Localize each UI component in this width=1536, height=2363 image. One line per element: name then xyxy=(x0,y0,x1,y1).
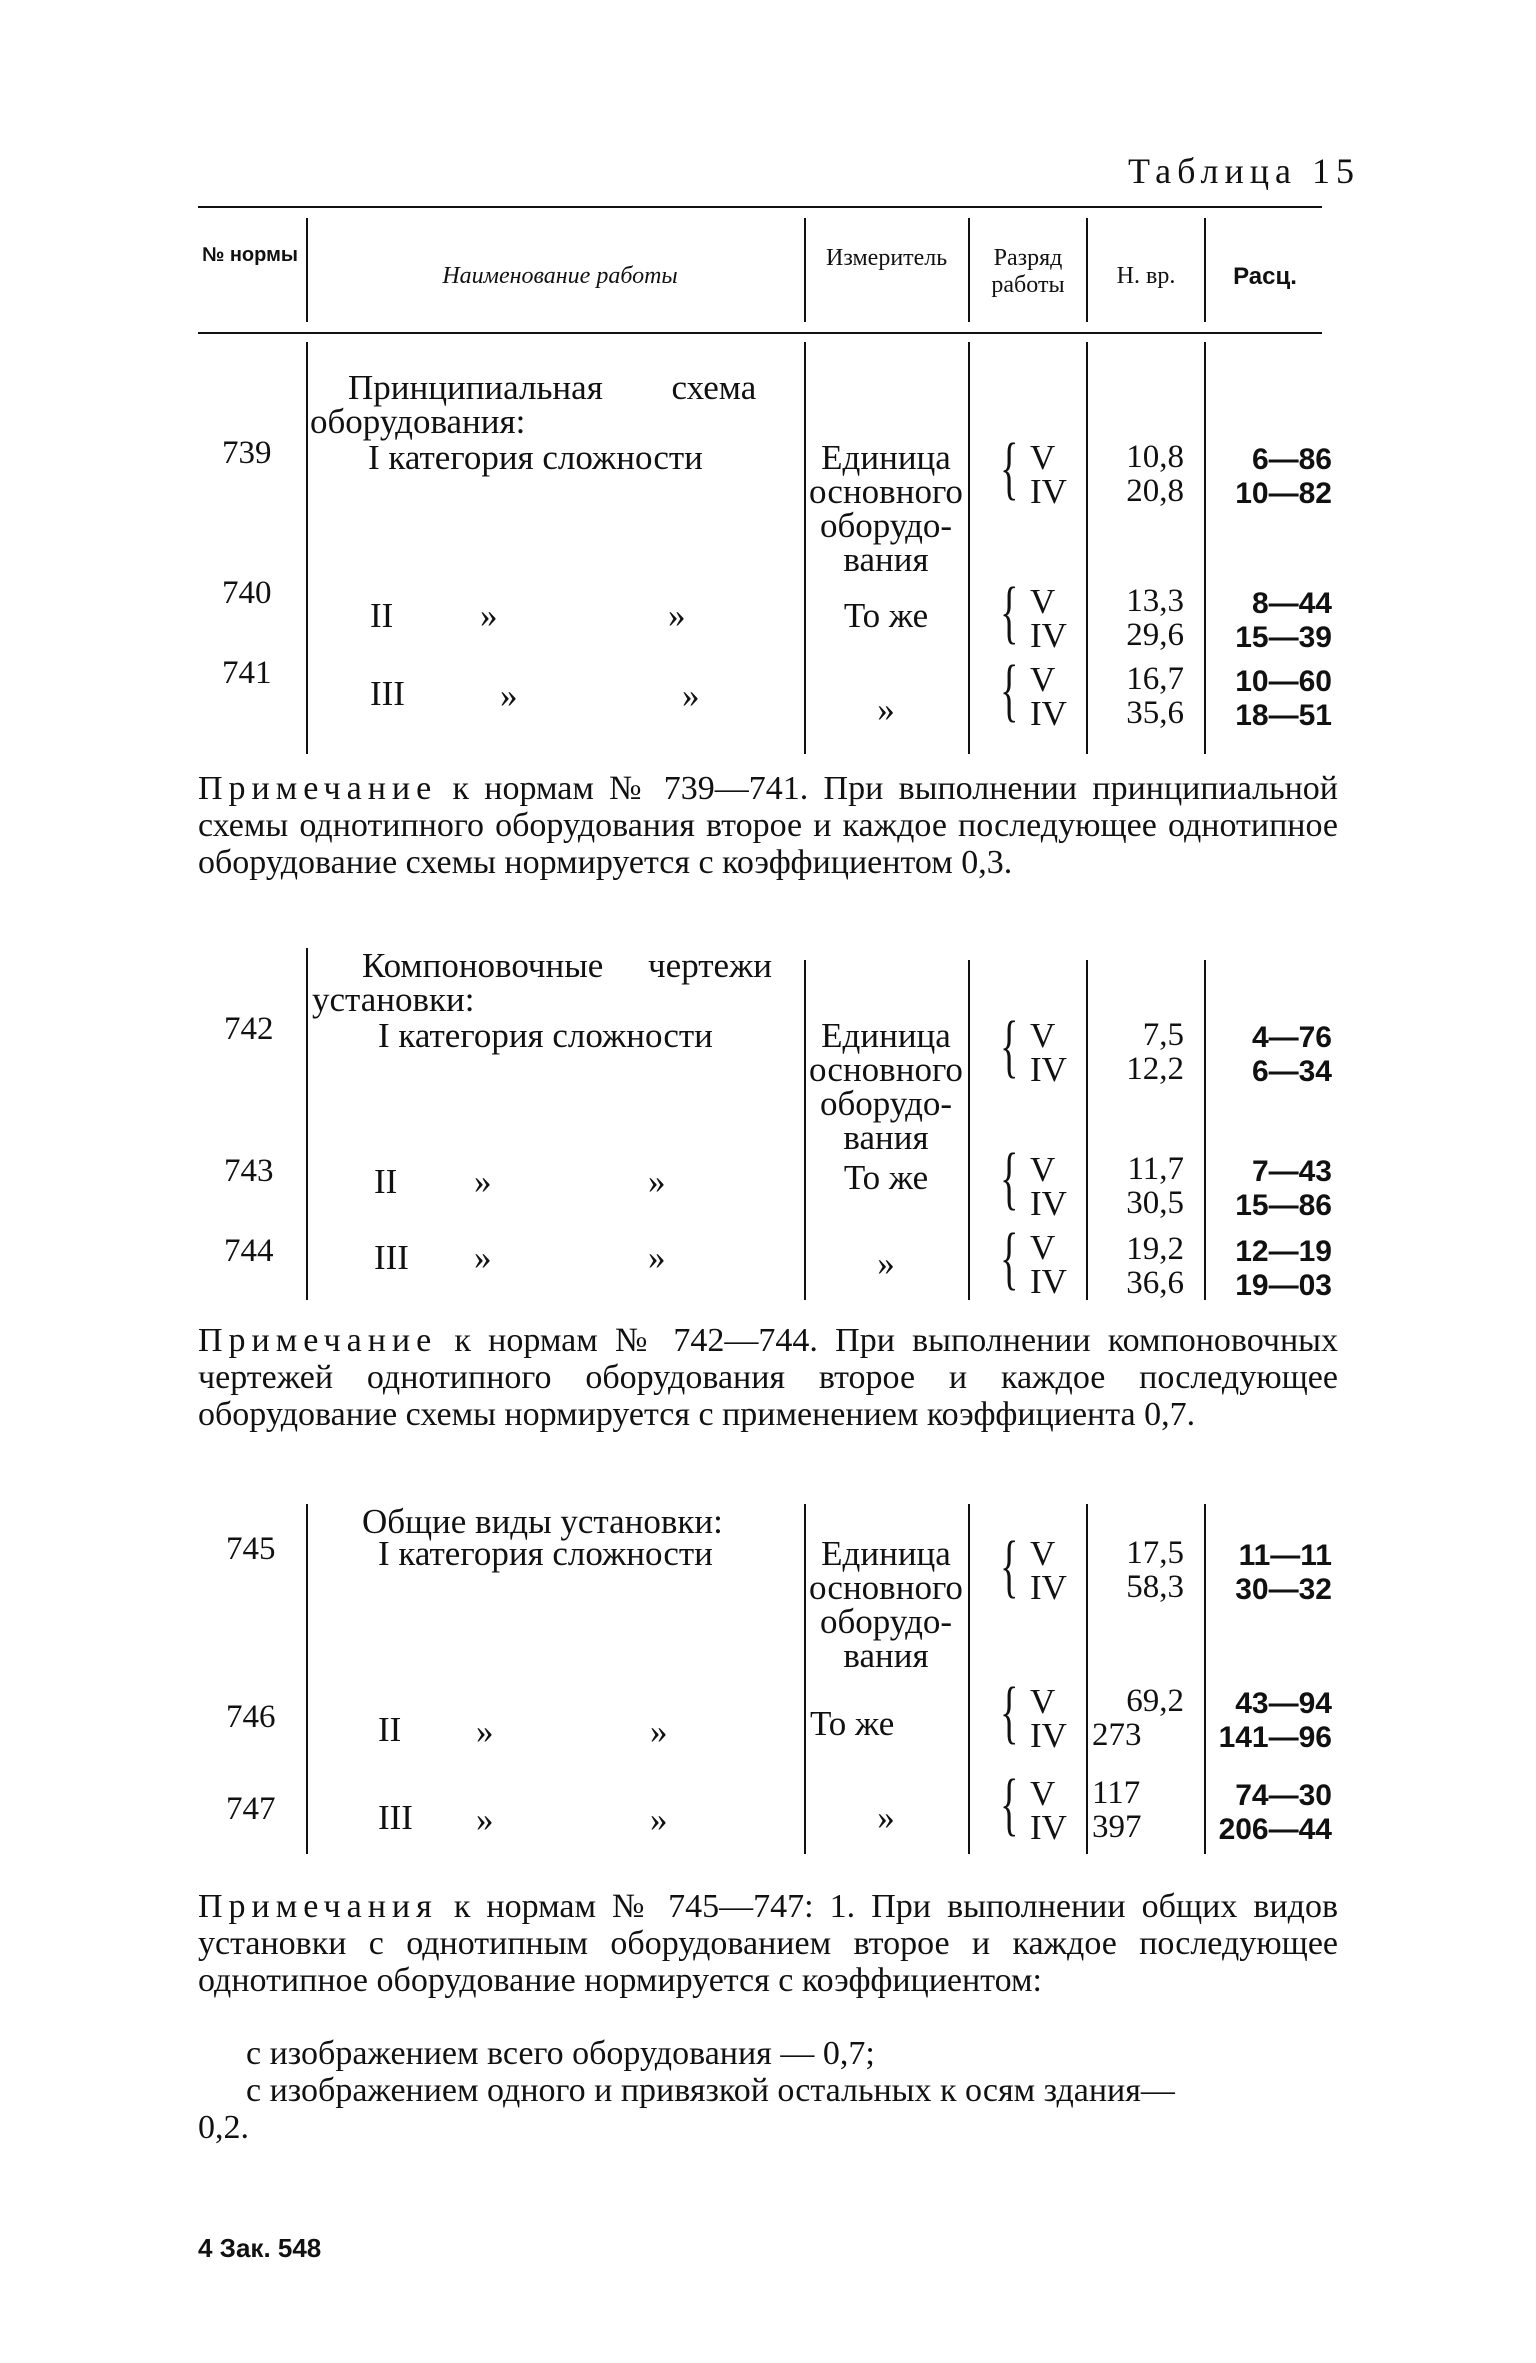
unit-line: То же xyxy=(843,1158,929,1197)
grade: V xyxy=(1030,438,1056,477)
norm-time: 13,3 xyxy=(1126,583,1184,619)
note-paragraph xyxy=(198,1322,1338,1433)
unit-line: » xyxy=(877,1798,895,1837)
norm-time: 397 xyxy=(1092,1809,1142,1845)
norm-number: 739 xyxy=(222,435,272,471)
rate: 7—43 xyxy=(1251,1155,1332,1188)
grade: IV xyxy=(1030,694,1067,733)
ditto-mark: » xyxy=(474,1238,492,1277)
section-heading: Компоновочные чертежи xyxy=(362,946,772,985)
ditto-mark: » xyxy=(500,676,518,715)
rate: 19—03 xyxy=(1235,1269,1332,1302)
norm-number: 746 xyxy=(226,1699,276,1735)
note-text: к нормам № 742—744. При выполнении компоновочных чертежей однотипного оборудования второе и каждое последующее оборудование схемы нормируется с применением коэффициента 0,7. xyxy=(198,1322,1338,1433)
work-name: III xyxy=(370,674,405,713)
brace-icon: { xyxy=(1000,430,1019,507)
norm-time: 117 xyxy=(1092,1775,1141,1811)
unit-line: » xyxy=(877,1244,895,1283)
ditto-mark: » xyxy=(476,1800,494,1839)
work-name: I категория сложности xyxy=(378,1016,713,1055)
table-divider xyxy=(306,342,308,754)
table-divider xyxy=(968,960,970,1300)
note-paragraph xyxy=(198,770,1338,881)
header-divider xyxy=(306,218,308,322)
grade: IV xyxy=(1030,1184,1067,1223)
ditto-mark: » xyxy=(648,1162,666,1201)
norm-time: 19,2 xyxy=(1126,1231,1184,1267)
header-norm-number: № нормы xyxy=(202,244,298,266)
rate: 15—39 xyxy=(1235,621,1332,654)
norm-number: 747 xyxy=(226,1791,276,1827)
unit-line: вания xyxy=(843,1636,929,1675)
norm-time: 29,6 xyxy=(1126,617,1184,653)
unit-line: То же xyxy=(810,1704,895,1743)
grade: V xyxy=(1030,660,1056,699)
brace-icon: { xyxy=(1000,574,1019,651)
unit-line: То же xyxy=(843,596,929,635)
norm-number: 740 xyxy=(222,575,272,611)
norm-time: 16,7 xyxy=(1126,661,1184,697)
rate: 30—32 xyxy=(1235,1573,1332,1606)
brace-icon: { xyxy=(1000,652,1019,729)
note-text: к нормам № 745—747: 1. При выполнении общих видов установки с однотипным оборудованием второе и каждое последующее однотипное оборудование нормируется с коэффициентом: xyxy=(198,1888,1338,1999)
norm-number: 742 xyxy=(224,1011,274,1047)
ditto-mark: » xyxy=(650,1712,668,1751)
rate: 8—44 xyxy=(1251,587,1332,620)
note-title: Примечание xyxy=(198,1322,438,1359)
ditto-mark: » xyxy=(476,1712,494,1751)
note-line: с изображением всего оборудования — 0,7; xyxy=(246,2035,875,2072)
rate: 15—86 xyxy=(1235,1189,1332,1222)
work-name: II xyxy=(370,596,394,635)
brace-icon: { xyxy=(1000,1528,1019,1605)
norm-time: 12,2 xyxy=(1126,1051,1184,1087)
unit-line: вания xyxy=(843,1118,929,1157)
header-rate: Расц. xyxy=(1233,263,1297,290)
note-title: Примечание xyxy=(198,770,438,807)
norm-time: 69,2 xyxy=(1126,1683,1184,1719)
unit-line: оборудо- xyxy=(819,506,953,545)
table-title: Таблица 15 xyxy=(1128,151,1360,191)
work-name: III xyxy=(374,1238,409,1277)
brace-icon: { xyxy=(1000,1220,1019,1297)
grade: IV xyxy=(1030,616,1067,655)
section-heading: установки: xyxy=(312,980,475,1019)
table-divider xyxy=(306,948,308,1300)
rate: 74—30 xyxy=(1235,1779,1332,1812)
norm-time: 273 xyxy=(1092,1717,1142,1753)
unit-line: Единица xyxy=(821,1016,951,1055)
page-footer: 4 Зак. 548 xyxy=(198,2233,322,2263)
rate: 141—96 xyxy=(1218,1721,1332,1754)
note-line: с изображением одного и привязкой остальных к осям здания— xyxy=(246,2072,1175,2109)
ditto-mark: » xyxy=(474,1162,492,1201)
unit-line: Единица xyxy=(821,438,951,477)
norm-time: 7,5 xyxy=(1142,1017,1184,1053)
ditto-mark: » xyxy=(480,596,498,635)
grade: IV xyxy=(1030,1050,1067,1089)
norm-time: 17,5 xyxy=(1126,1535,1184,1571)
ditto-mark: » xyxy=(668,596,686,635)
work-name: I категория сложности xyxy=(378,1534,713,1573)
norm-time: 11,7 xyxy=(1127,1151,1184,1187)
grade: IV xyxy=(1030,1716,1067,1755)
grade: V xyxy=(1030,1150,1056,1189)
norm-time: 35,6 xyxy=(1126,695,1184,731)
unit-line: вания xyxy=(843,540,929,579)
brace-icon: { xyxy=(1000,1008,1019,1085)
grade: IV xyxy=(1030,1262,1067,1301)
work-name: I категория сложности xyxy=(368,438,703,477)
table-divider xyxy=(1086,1504,1088,1854)
rate: 6—34 xyxy=(1251,1055,1332,1088)
work-name: II xyxy=(374,1162,398,1201)
brace-icon: { xyxy=(1000,1674,1019,1751)
header-top-rule xyxy=(198,206,1322,208)
grade: V xyxy=(1030,1682,1056,1721)
rate: 10—60 xyxy=(1235,665,1332,698)
norm-number: 741 xyxy=(222,655,272,691)
header-unit: Измеритель xyxy=(826,245,948,271)
header-divider xyxy=(1086,218,1088,322)
norm-time: 36,6 xyxy=(1126,1265,1184,1301)
table-divider xyxy=(1086,960,1088,1300)
rate: 12—19 xyxy=(1235,1235,1332,1268)
grade: V xyxy=(1030,582,1056,621)
rate: 10—82 xyxy=(1235,477,1332,510)
table-divider xyxy=(968,342,970,754)
norm-number: 745 xyxy=(226,1531,276,1567)
grade: IV xyxy=(1030,472,1067,511)
rate: 18—51 xyxy=(1235,699,1332,732)
unit-line: Единица xyxy=(821,1534,951,1573)
header-norm-time: Н. вр. xyxy=(1116,263,1176,289)
table-divider xyxy=(968,1504,970,1854)
work-name: II xyxy=(378,1710,402,1749)
norm-time: 10,8 xyxy=(1126,439,1184,475)
note-line: 0,2. xyxy=(198,2109,249,2146)
note-text: к нормам № 739—741. При выполнении принципиальной схемы однотипного оборудования второе и каждое последующее однотипное оборудование схемы нормируется с коэффициентом 0,3. xyxy=(198,770,1338,881)
norm-time: 20,8 xyxy=(1126,473,1184,509)
header-divider xyxy=(968,218,970,322)
note-title: Примечания xyxy=(198,1888,438,1925)
norm-time: 30,5 xyxy=(1126,1185,1184,1221)
header-divider xyxy=(804,218,806,322)
section-heading: оборудования: xyxy=(310,402,526,441)
unit-line: » xyxy=(877,690,895,729)
table-divider xyxy=(306,1504,308,1854)
brace-icon: { xyxy=(1000,1766,1019,1843)
grade: V xyxy=(1030,1016,1056,1055)
ditto-mark: » xyxy=(648,1238,666,1277)
norm-number: 743 xyxy=(224,1153,274,1189)
note-paragraph xyxy=(198,1888,1338,1999)
grade: V xyxy=(1030,1774,1056,1813)
norm-number: 744 xyxy=(224,1233,274,1269)
work-name: III xyxy=(378,1798,413,1837)
ditto-mark: » xyxy=(682,676,700,715)
rate: 206—44 xyxy=(1218,1813,1332,1846)
section-heading: Принципиальная схема xyxy=(348,368,757,407)
grade: IV xyxy=(1030,1808,1067,1847)
header-divider xyxy=(1204,218,1206,322)
header-bottom-rule xyxy=(198,332,1322,334)
table-divider xyxy=(1086,342,1088,754)
unit-line: основного xyxy=(809,1050,963,1089)
grade: IV xyxy=(1030,1568,1067,1607)
rate: 6—86 xyxy=(1251,443,1332,476)
unit-line: основного xyxy=(809,472,963,511)
norm-time: 58,3 xyxy=(1126,1569,1184,1605)
grade: V xyxy=(1030,1228,1056,1267)
ditto-mark: » xyxy=(650,1800,668,1839)
header-grade: Разряд работы xyxy=(991,245,1065,298)
unit-line: основного xyxy=(809,1568,963,1607)
header-work-name: Наименование работы xyxy=(442,263,678,289)
brace-icon: { xyxy=(1000,1140,1019,1217)
rate: 4—76 xyxy=(1251,1021,1332,1054)
unit-line: оборудо- xyxy=(819,1602,953,1641)
rate: 11—11 xyxy=(1238,1539,1332,1572)
rate: 43—94 xyxy=(1235,1687,1332,1720)
unit-line: оборудо- xyxy=(819,1084,953,1123)
section-heading: Общие виды установки: xyxy=(362,1502,723,1541)
grade: V xyxy=(1030,1534,1056,1573)
